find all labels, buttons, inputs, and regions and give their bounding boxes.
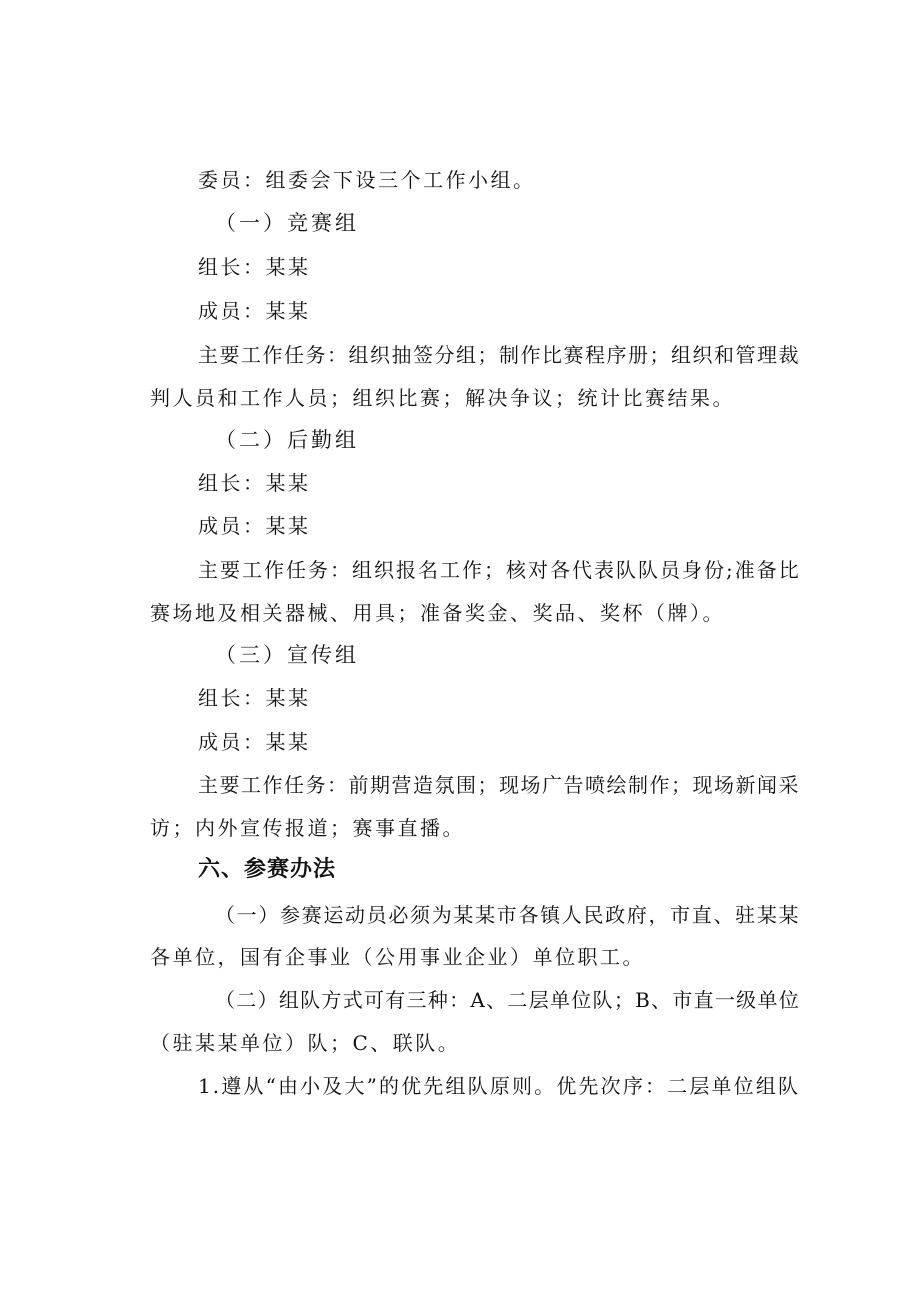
group3-tasks-line1: 主要工作任务：前期营造氛围；现场广告喷绘制作；现场新闻采 (198, 773, 800, 797)
section6-heading: 六、参赛办法 (198, 857, 337, 882)
group1-tasks-line2: 判人员和工作人员；组织比赛；解决争议；统计比赛结果。 (150, 386, 735, 410)
section6-p2-line1: （二）组队方式可有三种：A、二层单位队；B、市直一级单位 (215, 988, 800, 1012)
group2-tasks-line1: 主要工作任务：组织报名工作；核对各代表队队员身份;准备比 (198, 558, 801, 582)
group2-tasks-line2: 赛场地及相关器械、用具；准备奖金、奖品、奖杯（牌）。 (150, 601, 725, 625)
group3-title: （三）宣传组 (215, 643, 359, 667)
section6-p2-line2: （驻某某单位）队；C、联队。 (150, 1031, 461, 1055)
group1-leader: 组长：某某 (198, 255, 311, 279)
section6-p1-line1: （一）参赛运动员必须为某某市各镇人民政府，市直、驻某某 (215, 903, 800, 927)
group2-leader: 组长：某某 (198, 471, 311, 495)
group3-leader: 组长：某某 (198, 686, 311, 710)
group3-tasks-line2: 访；内外宣传报道；赛事直播。 (150, 816, 465, 840)
group2-members: 成员：某某 (198, 514, 311, 538)
committee-line: 委员：组委会下设三个工作小组。 (198, 168, 536, 192)
group1-tasks-line1: 主要工作任务：组织抽签分组；制作比赛程序册；组织和管理裁 (198, 343, 800, 367)
group1-members: 成员：某某 (198, 299, 311, 323)
section6-p3-line1: 1.遵从“由小及大”的优先组队原则。优先次序：二层单位组队 (198, 1074, 800, 1098)
group2-title: （二）后勤组 (215, 428, 359, 452)
group3-members: 成员：某某 (198, 730, 311, 754)
section6-p1-line2: 各单位，国有企事业（公用事业企业）单位职工。 (150, 945, 645, 969)
group1-title: （一）竞赛组 (215, 211, 359, 235)
